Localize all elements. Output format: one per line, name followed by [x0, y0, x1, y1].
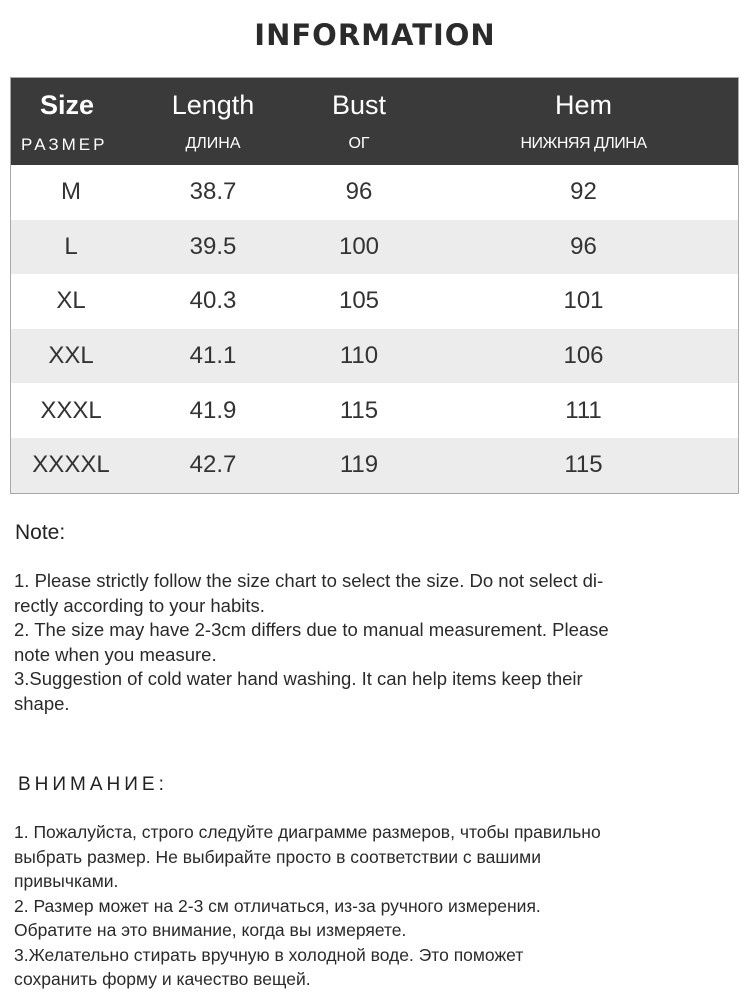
cell-bust: 96: [345, 178, 373, 206]
attention-line: Обратите на это внимание, когда вы измеряете.: [14, 920, 407, 940]
table-header: [11, 78, 738, 165]
note-line: 3.Suggestion of cold water hand washing. It can help items keep their: [14, 668, 583, 689]
cell-hem: 101: [563, 287, 604, 315]
header-hem: [493, 78, 738, 165]
cell-size: XXXXL: [32, 451, 110, 479]
note-line: note when you measure.: [14, 643, 217, 665]
attention-line: 3.Желательно стирать вручную в холодной воде. Это поможет: [14, 944, 524, 965]
attention-line: привычками.: [14, 871, 119, 891]
cell-size: M: [61, 178, 81, 206]
attention-line: выбрать размер. Не выбирайте просто в соответствии с вашими: [14, 846, 541, 867]
note-line: 2. The size may have 2-3cm differs due to manual measurement. Please: [14, 619, 609, 640]
cell-length: 41.9: [189, 396, 237, 424]
table-row: [11, 165, 738, 220]
header-length-en: Length: [171, 90, 255, 120]
size-chart-table: [10, 77, 739, 494]
note-heading: Note:: [15, 521, 66, 544]
table-row: [11, 274, 738, 329]
cell-size: XXXL: [40, 396, 102, 424]
attention-line: сохранить форму и качество вещей.: [14, 969, 311, 989]
table-row: [11, 220, 738, 275]
cell-size: L: [64, 232, 78, 260]
cell-hem: 115: [564, 451, 603, 479]
cell-length: 40.3: [189, 287, 237, 315]
cell-hem: 111: [565, 396, 602, 424]
header-length-ru: ДЛИНА: [185, 135, 241, 152]
header-size: [11, 78, 129, 165]
header-size-en: Size: [40, 90, 95, 120]
cell-hem: 96: [570, 232, 597, 260]
cell-length: 39.5: [189, 232, 237, 260]
cell-bust: 105: [338, 287, 380, 315]
header-hem-ru: НИЖНЯЯ ДЛИНА: [520, 135, 647, 152]
note-line: rectly according to your habits.: [14, 594, 265, 616]
cell-bust: 100: [338, 232, 380, 260]
table-body: [11, 165, 738, 493]
cell-size: XL: [56, 287, 86, 315]
cell-length: 38.7: [189, 178, 237, 206]
table-row: [11, 438, 738, 493]
header-bust-en: Bust: [331, 90, 387, 120]
page-title: INFORMATION: [254, 18, 496, 52]
cell-bust: 115: [339, 396, 379, 424]
cell-length: 41.1: [189, 342, 237, 370]
note-text: [14, 569, 729, 716]
attention-line: 1. Пожалуйста, строго следуйте диаграмме размеров, чтобы правильно: [14, 822, 601, 842]
cell-hem: 92: [570, 178, 597, 206]
cell-size: XXL: [48, 342, 94, 370]
note-line: shape.: [14, 692, 70, 714]
note-line: 1. Please strictly follow the size chart to select the size. Do not select di-: [14, 570, 604, 591]
table-row: [11, 383, 738, 438]
cell-length: 42.7: [189, 451, 237, 479]
cell-hem: 106: [563, 342, 604, 370]
attention-text: [14, 820, 729, 992]
table-row: [11, 329, 738, 384]
header-bust-ru: ОГ: [348, 135, 370, 152]
cell-bust: 110: [339, 342, 379, 370]
header-hem-en: Hem: [554, 90, 612, 120]
attention-heading: ВНИМАНИЕ:: [18, 774, 168, 795]
cell-bust: 119: [339, 451, 379, 479]
header-size-ru: РАЗМЕР: [21, 135, 108, 154]
attention-line: 2. Размер может на 2-3 см отличаться, из-за ручного измерения.: [14, 895, 541, 916]
